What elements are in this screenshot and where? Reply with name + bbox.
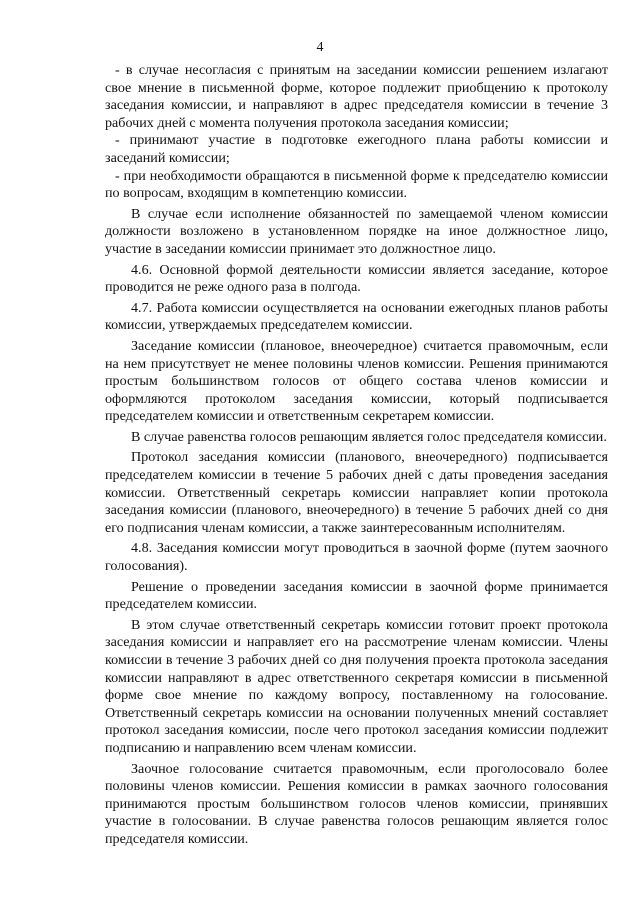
page-number: 4 — [316, 40, 324, 55]
paragraph-bullet-annual-plan: - принимают участие в подготовке ежегодного плана работы комиссии и заседаний комиссии; — [105, 132, 608, 166]
paragraph-bullet-disagreement: - в случае несогласия с принятым на заседании комиссии решением излагают свое мнение в письменной форме, которое подлежит приобщению к протоколу заседания комиссии, и направляют в адрес председателя комиссии в течение 3 рабочих дней с момента получения протокола заседания комиссии; — [105, 62, 608, 131]
paragraph-4-7: 4.7. Работа комиссии осуществляется на основании ежегодных планов работы комиссии, утверждаемых председателем комиссии. — [105, 299, 608, 334]
paragraph-quorum: Заседание комиссии (плановое, внеочередное) считается правомочным, если на нем присутствует не менее половины членов комиссии. Решения принимаются простым большинством голосов от общего состава членов комиссии и оформляются протоколом заседания комиссии, который подписывается председателем комиссии и ответственным секретарем комиссии. — [105, 337, 608, 425]
paragraph-substitute-official: В случае если исполнение обязанностей по замещаемой членом комиссии должности возложено в установленном порядке на иное должностное лицо, участие в заседании комиссии принимает это должностное лицо. — [105, 205, 608, 257]
document-body — [105, 62, 608, 849]
paragraph-4-6: 4.6. Основной формой деятельности комиссии является заседание, которое проводится не реже одного раза в полгода. — [105, 261, 608, 296]
paragraph-bullet-appeal-to-chair: - при необходимости обращаются в письменной форме к председателю комиссии по вопросам, входящим в компетенцию комиссии. — [105, 167, 608, 202]
paragraph-remote-procedure: В этом случае ответственный секретарь комиссии готовит проект протокола заседания комиссии и направляет его на рассмотрение членам комиссии. Члены комиссии в течение 3 рабочих дней со дня получения проекта протокола заседания комиссии направляют в адрес ответственного секретаря комиссии в письменной форме свое мнение по каждому вопросу, поставленному на голосование. Ответственный секретарь комиссии на основании полученных мнений составляет протокол заседания комиссии, после чего протокол заседания комиссии подлежит подписанию и направлению всем членам комиссии. — [105, 616, 608, 756]
paragraph-tie-vote: В случае равенства голосов решающим является голос председателя комиссии. — [131, 428, 607, 445]
paragraph-protocol-signing: Протокол заседания комиссии (планового, внеочередного) подписывается председателем комиссии в течение 5 рабочих дней с даты проведения заседания комиссии. Ответственный секретарь комиссии направляет копии протокола заседания комиссии (планового, внеочередного) в течение 5 рабочих дней со дня его подписания членам комиссии, а также заинтересованным исполнителям. — [105, 449, 608, 536]
paragraph-4-8: 4.8. Заседания комиссии могут проводиться в заочной форме (путем заочного голосования). — [105, 540, 608, 575]
paragraph-remote-decision: Решение о проведении заседания комиссии в заочной форме принимается председателем комиссии. — [105, 578, 608, 613]
paragraph-remote-quorum: Заочное голосование считается правомочным, если проголосовало более половины членов комиссии. Решения комиссии в рамках заочного голосования принимаются простым большинством голосов членов комиссии, принявших участие в голосовании. В случае равенства голосов решающим является голос председателя комиссии. — [105, 760, 608, 847]
